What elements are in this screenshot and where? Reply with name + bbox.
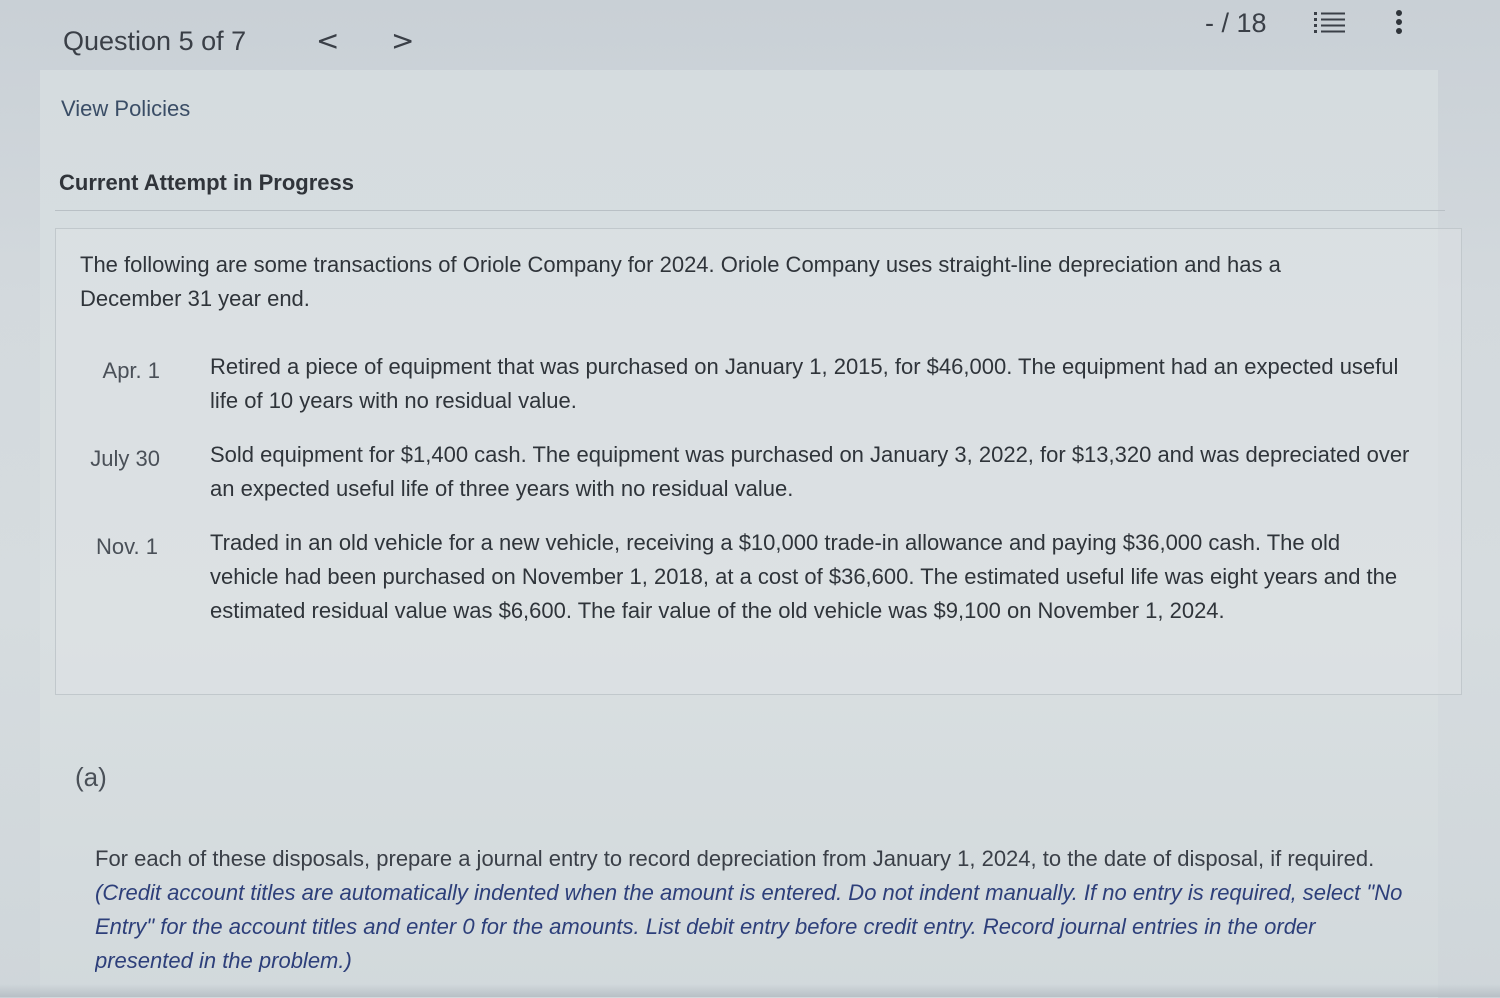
transaction-date: Apr. 1 <box>102 358 160 383</box>
view-policies-link[interactable]: View Policies <box>61 96 191 121</box>
instruction-text: For each of these disposals, prepare a journal entry to record depreciation from January 1, 2024, to the date of disposal, if required. <box>95 846 1375 871</box>
transaction-text: Traded in an old vehicle for a new vehicle, receiving a $10,000 trade-in allowance and paying $36,000 cash. The old vehicle had been purchased on November 1, 2018, at a cost of $36,600. The estimated useful life was eight years and the estimated residual value was $6,600. The fair value of the old vehicle was $9,100 on November 1, 2024. <box>210 530 1398 623</box>
attempt-status: Current Attempt in Progress <box>59 170 355 195</box>
score-display: - / 18 <box>1205 8 1267 38</box>
next-question-button[interactable]: > <box>391 24 415 57</box>
transaction-date: July 30 <box>90 446 160 471</box>
instruction-hint: (Credit account titles are automatically indented when the amount is entered. Do not indent manually. If no entry is required, select "No Entry" for the account titles and enter 0 for the amounts. List debit entry before credit entry. Record journal entries in the order presented in the problem.) <box>95 880 1403 972</box>
taskbar-strip <box>0 984 1500 997</box>
part-instructions <box>95 842 1415 972</box>
list-icon[interactable] <box>1314 10 1346 36</box>
more-vertical-icon[interactable] <box>1390 8 1408 38</box>
previous-question-button[interactable]: < <box>316 24 340 57</box>
transaction-text: Sold equipment for $1,400 cash. The equipment was purchased on January 3, 2022, for $13,320 and was depreciated over an expected useful life of three years with no residual value. <box>210 442 1410 501</box>
problem-intro: The following are some transactions of Oriole Company for 2024. Oriole Company uses straight-line depreciation and has a December 31 year end. <box>80 252 1281 311</box>
transaction-date: Nov. 1 <box>96 534 158 559</box>
transaction-text: Retired a piece of equipment that was purchased on January 1, 2015, for $46,000. The equipment had an expected useful life of 10 years with no residual value. <box>210 354 1399 413</box>
part-label: (a) <box>75 762 107 792</box>
question-counter: Question 5 of 7 <box>63 26 247 56</box>
divider <box>55 210 1445 211</box>
question-header <box>0 0 1500 80</box>
